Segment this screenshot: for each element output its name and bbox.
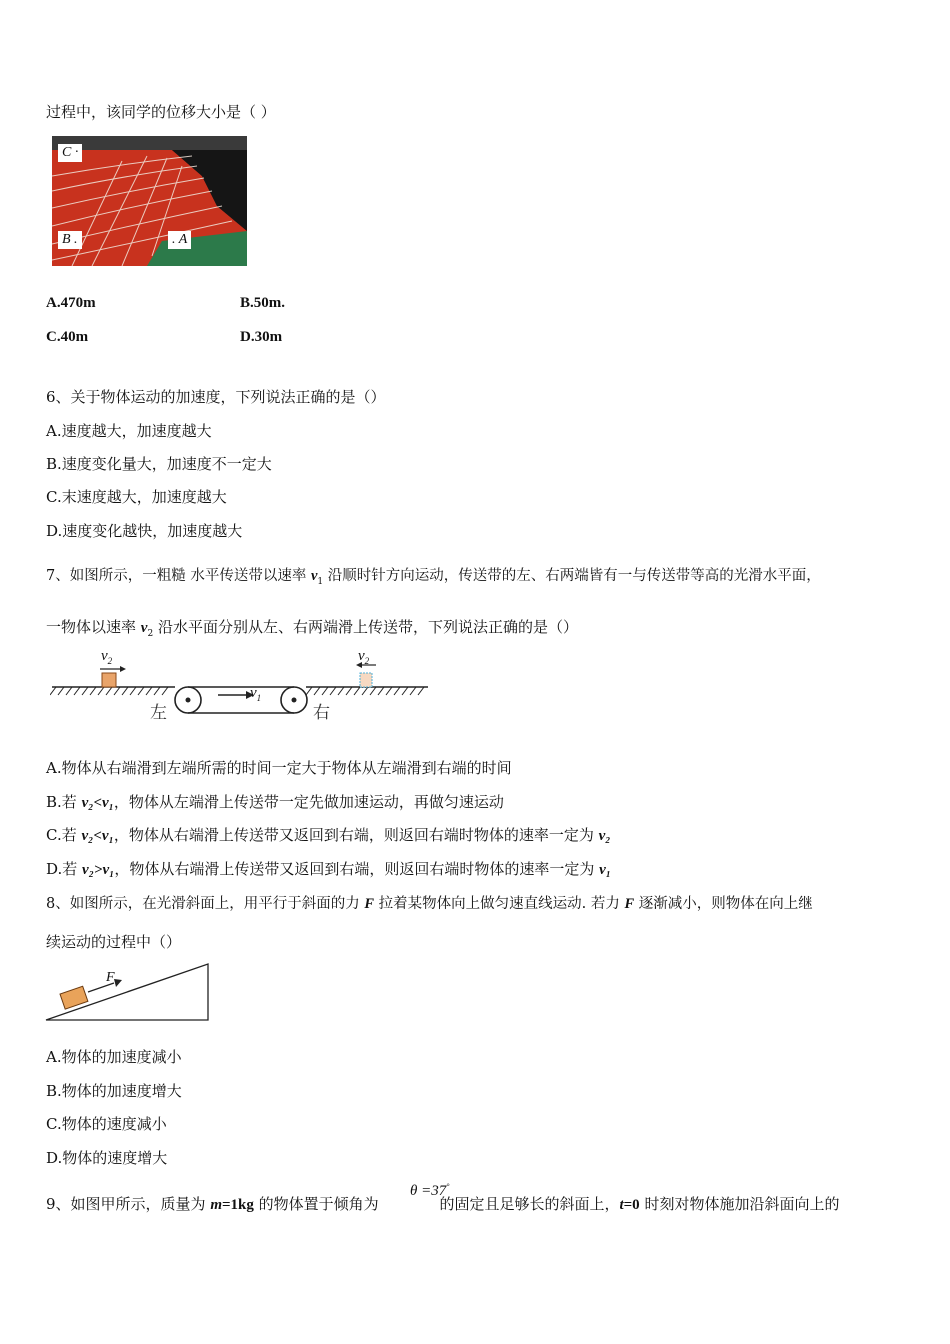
q5-option-a: A.470m: [46, 295, 96, 311]
incline-figure: [44, 960, 214, 1026]
point-b-label: B .: [58, 231, 82, 249]
left-end-label: 左: [150, 703, 167, 723]
q8-option-d: D.物体的速度增大: [46, 1149, 168, 1167]
q7-option-d: D.若 v₂>v₁，物体从右端滑上传送带又返回到右端，则返回右端时物体的速率一定为 v₁: [46, 860, 612, 878]
q9-stem: 9、如图甲所示，质量为 m=1kg 的物体置于倾角为 的固定且足够长的斜面上，t=0 时刻对物体施加沿斜面向上的: [46, 1195, 840, 1213]
q8-stem-line-2: 续运动的过程中（）: [46, 933, 182, 951]
q8-option-a: A.物体的加速度减小: [46, 1048, 182, 1066]
point-c-label: C ·: [58, 144, 82, 162]
q8-option-b: B.物体的加速度增大: [46, 1082, 182, 1100]
q7-option-b: B.若 v₂<v₁，物体从左端滑上传送带一定先做加速运动，再做匀速运动: [46, 793, 504, 811]
q5-option-c: C.40m: [46, 329, 89, 345]
q6-option-a: A.速度越大，加速度越大: [46, 422, 212, 440]
q6-option-c: C.末速度越大，加速度越大: [46, 488, 227, 506]
q5-option-b: B.50m.: [240, 295, 285, 311]
q8-option-c: C.物体的速度减小: [46, 1115, 167, 1133]
question-continuation: 过程中，该同学的位移大小是（ ）: [46, 103, 276, 121]
v2-right-label: $v_2$: [358, 648, 370, 666]
force-f-label: F: [106, 970, 115, 985]
q6-option-d: D.速度变化越快，加速度越大: [46, 522, 243, 540]
v1-label: $v_1$: [250, 685, 262, 703]
q6-stem: 6、关于物体运动的加速度，下列说法正确的是（）: [46, 388, 386, 406]
q5-option-d: D.30m: [240, 329, 283, 345]
angle-theta-value: θ =37°: [410, 1182, 450, 1199]
q7-stem-line-2: 一物体以速率 $v_2$ 沿水平面分别从左、右两端滑上传送带，下列说法正确的是（）: [46, 618, 578, 639]
right-end-label: 右: [313, 703, 330, 723]
running-track-photo: [52, 136, 247, 266]
q6-option-b: B.速度变化量大，加速度不一定大: [46, 455, 272, 473]
q8-stem-line-1: 8、如图所示，在光滑斜面上，用平行于斜面的力 F 拉着某物体向上做匀速直线运动. 若力 F 逐渐减小，则物体在向上继: [46, 896, 813, 912]
q7-option-a: A.物体从右端滑到左端所需的时间一定大于物体从左端滑到右端的时间: [46, 759, 512, 777]
q7-stem-line-1: 7、如图所示，一粗糙 水平传送带以速率 $v_1$ 沿顺时针方向运动，传送带的左、右两端皆有一与传送带等高的光滑水平面，: [46, 568, 821, 587]
v2-left-label: $v_2$: [101, 648, 113, 666]
q7-option-c: C.若 v₂<v₁，物体从右端滑上传送带又返回到右端，则返回右端时物体的速率一定为 v₂: [46, 826, 611, 844]
point-a-label: . A: [168, 231, 191, 249]
